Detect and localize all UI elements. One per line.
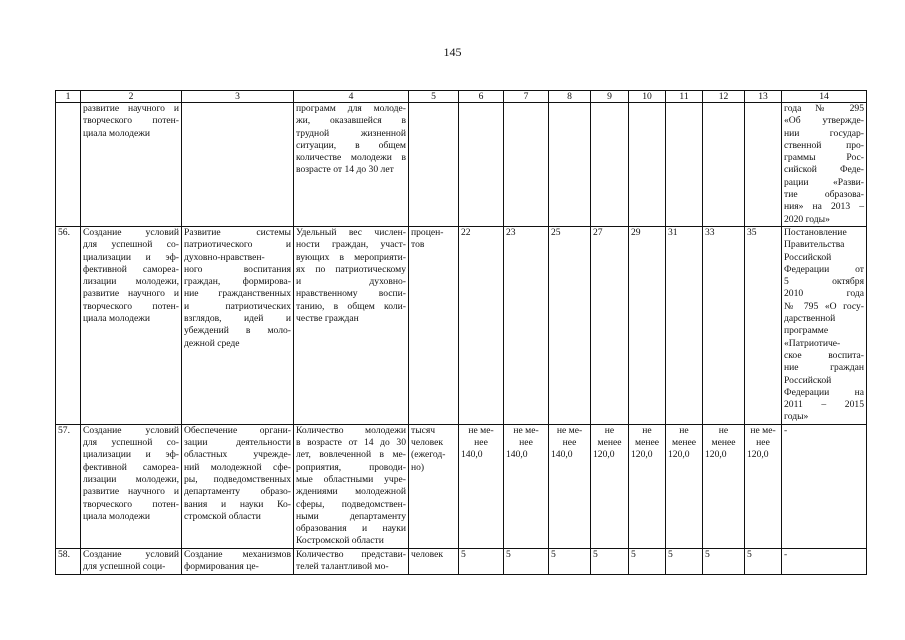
- cell-line: -: [784, 548, 788, 560]
- cell-line: 120,0: [593, 449, 615, 461]
- indicator-cell: [294, 226, 409, 424]
- cell-line: года № 295: [784, 103, 864, 114]
- cell-line: развитие научного и: [83, 103, 179, 114]
- value-cell: [504, 548, 549, 574]
- cell-line: ждениями молодежной: [296, 486, 406, 498]
- table-row: [56, 548, 867, 574]
- value-cell: [504, 226, 549, 424]
- cell-line: взглядов, идей и: [184, 313, 291, 325]
- value-cell: [745, 226, 782, 424]
- table-row: [56, 103, 867, 227]
- cell-line: департаменту образо-: [184, 486, 291, 498]
- cell-line: 5: [551, 548, 556, 560]
- value-cell: [666, 226, 703, 424]
- cell-line: Костромской области: [296, 535, 384, 547]
- cell-line: 31: [668, 226, 678, 238]
- value-cell: [629, 548, 666, 574]
- cell-line: ние гражданственных: [184, 288, 291, 300]
- cell-line: менее: [597, 437, 622, 449]
- cell-line: лет, вовлеченной в ме-: [296, 449, 406, 461]
- cell-line: жи, оказавшейся в: [296, 115, 406, 127]
- source-cell: [782, 103, 867, 227]
- cell-line: 5: [631, 548, 636, 560]
- cell-line: тысяч: [411, 424, 436, 436]
- cell-line: не ме-: [556, 424, 583, 436]
- cell-line: лизации молодежи,: [83, 276, 179, 288]
- cell-line: убеждений в моло-: [184, 325, 291, 337]
- value-cell: [666, 424, 703, 548]
- cell-line: 23: [506, 226, 516, 238]
- source-cell: [782, 548, 867, 574]
- header-cell: 4: [294, 91, 409, 103]
- cell-line: трудной жизненной: [296, 127, 406, 139]
- cell-line: 5: [593, 548, 598, 560]
- cell-line: творческого потен-: [83, 300, 179, 312]
- value-cell: [666, 548, 703, 574]
- page-number: 145: [443, 45, 462, 59]
- value-cell: [591, 226, 629, 424]
- value-cell: [745, 548, 782, 574]
- task-cell: [182, 424, 294, 548]
- cell-line: количестве молодежи в: [296, 152, 406, 164]
- cell-line: человек: [411, 437, 444, 449]
- cell-line: ситуации, в общем: [296, 139, 406, 151]
- cell-line: годы»: [784, 411, 809, 423]
- cell-line: духовно-нравствен-: [184, 251, 265, 263]
- cell-line: сийской Феде-: [784, 164, 864, 176]
- value-cell: [459, 424, 504, 548]
- cell-line: ными департаменту: [296, 510, 406, 522]
- row-number-cell: 58.: [56, 548, 81, 574]
- cell-line: 140,0: [506, 449, 528, 461]
- value-cell: [549, 424, 591, 548]
- table-row: [56, 226, 867, 424]
- cell-line: 5: [705, 548, 710, 560]
- cell-line: 5: [668, 548, 673, 560]
- cell-line: творческого потен-: [83, 498, 179, 510]
- goal-cell: [81, 226, 182, 424]
- cell-line: 25: [551, 226, 561, 238]
- value-cell: [549, 103, 591, 227]
- value-cell: [549, 226, 591, 424]
- cell-line: менее: [711, 437, 736, 449]
- value-cell: [504, 103, 549, 227]
- cell-line: честве граждан: [296, 313, 359, 325]
- cell-line: 120,0: [631, 449, 653, 461]
- value-cell: [591, 103, 629, 227]
- cell-line: формирования це-: [184, 560, 259, 572]
- cell-line: 33: [705, 226, 715, 238]
- source-cell: [782, 226, 867, 424]
- cell-line: и патриотических: [184, 300, 291, 312]
- cell-line: процен-: [411, 226, 444, 238]
- cell-line: 120,0: [747, 449, 769, 461]
- table-row: [56, 424, 867, 548]
- cell-line: не: [642, 424, 652, 436]
- cell-line: 2010 года: [784, 288, 864, 300]
- header-cell: 6: [459, 91, 504, 103]
- cell-line: не: [718, 424, 729, 436]
- cell-line: возрасте от 14 до 30 лет: [296, 164, 394, 176]
- cell-line: не ме-: [750, 424, 776, 436]
- cell-line: Создание механизмов: [184, 548, 291, 560]
- cell-line: циализации и эф-: [83, 449, 179, 461]
- cell-line: творческого потен-: [83, 115, 179, 127]
- cell-line: 27: [593, 226, 603, 238]
- indicator-cell: [294, 103, 409, 227]
- cell-line: рации «Разви-: [784, 176, 864, 188]
- cell-line: программе: [784, 325, 829, 337]
- cell-line: для успешной соци-: [83, 560, 166, 572]
- cell-line: для успешной со-: [83, 437, 179, 449]
- value-cell: [591, 548, 629, 574]
- cell-line: граммы Рос-: [784, 152, 864, 164]
- cell-line: циала молодежи: [83, 313, 151, 325]
- cell-line: дежной среде: [184, 337, 240, 349]
- header-cell: 11: [666, 91, 703, 103]
- header-cell: 2: [81, 91, 182, 103]
- value-cell: [459, 226, 504, 424]
- header-cell: 8: [549, 91, 591, 103]
- cell-line: телей талантливой мо-: [296, 560, 389, 572]
- cell-line: вующих в мероприяти-: [296, 251, 406, 263]
- cell-line: и духовно-: [296, 276, 406, 288]
- cell-line: тие образова-: [784, 189, 864, 201]
- value-cell: [745, 103, 782, 227]
- row-number-cell: [56, 103, 81, 227]
- value-cell: [504, 424, 549, 548]
- cell-line: Постановление: [784, 226, 847, 238]
- task-cell: [182, 226, 294, 424]
- cell-line: (ежегод-: [411, 449, 446, 461]
- indicator-cell: [294, 548, 409, 574]
- cell-line: менее: [672, 437, 696, 449]
- cell-line: патриотического и: [184, 239, 291, 251]
- goal-cell: [81, 548, 182, 574]
- cell-line: не: [604, 424, 615, 436]
- cell-line: образования и науки: [296, 523, 406, 535]
- cell-line: роприятия, проводи-: [296, 461, 406, 473]
- cell-line: ного воспитания: [184, 263, 291, 275]
- cell-line: Российской: [784, 251, 832, 263]
- cell-line: нравственному воспи-: [296, 288, 406, 300]
- cell-line: стромской области: [184, 510, 261, 522]
- goal-cell: [81, 103, 182, 227]
- cell-line: 2011 – 2015: [784, 399, 864, 411]
- cell-line: Создание условий: [83, 424, 179, 436]
- cell-line: 5 октября: [784, 276, 864, 288]
- cell-line: в возрасте от 14 до 30: [296, 437, 406, 449]
- cell-line: Развитие системы: [184, 226, 291, 238]
- cell-line: ние граждан: [784, 362, 864, 374]
- cell-line: танию, в общем коли-: [296, 300, 406, 312]
- cell-line: 5: [747, 548, 752, 560]
- indicator-cell: [294, 424, 409, 548]
- goal-cell: [81, 424, 182, 548]
- cell-line: ское воспита-: [784, 349, 864, 361]
- value-cell: [703, 103, 745, 227]
- cell-line: «Об утвержде-: [784, 115, 864, 127]
- cell-line: нее: [519, 437, 533, 449]
- value-cell: [629, 103, 666, 227]
- header-cell: 10: [629, 91, 666, 103]
- cell-line: Федерации на: [784, 386, 864, 398]
- cell-line: зации деятельности: [184, 437, 291, 449]
- cell-line: не: [679, 424, 689, 436]
- header-cell: 14: [782, 91, 867, 103]
- cell-line: нее: [756, 437, 770, 449]
- cell-line: 22: [461, 226, 471, 238]
- unit-cell: [409, 424, 459, 548]
- value-cell: [745, 424, 782, 548]
- cell-line: развитие научного и: [83, 288, 179, 300]
- cell-line: фективной самореа-: [83, 263, 179, 275]
- row-number-cell: 57.: [56, 424, 81, 548]
- unit-cell: [409, 226, 459, 424]
- cell-line: нее: [474, 437, 488, 449]
- cell-line: 35: [747, 226, 757, 238]
- header-cell: 13: [745, 91, 782, 103]
- value-cell: [703, 548, 745, 574]
- cell-line: Обеспечение органи-: [184, 424, 291, 436]
- cell-line: программ для молоде-: [296, 103, 406, 114]
- cell-line: но): [411, 461, 425, 473]
- header-cell: 9: [591, 91, 629, 103]
- header-cell: 12: [703, 91, 745, 103]
- cell-line: развитие научного и: [83, 486, 179, 498]
- cell-line: 120,0: [668, 449, 690, 461]
- header-cell: 3: [182, 91, 294, 103]
- source-cell: [782, 424, 867, 548]
- cell-line: не ме-: [468, 424, 494, 436]
- value-cell: [666, 103, 703, 227]
- cell-line: 5: [461, 548, 466, 560]
- unit-cell: [409, 103, 459, 227]
- cell-line: № 795 «О госу-: [784, 300, 864, 312]
- cell-line: ях по патриотическому: [296, 263, 406, 275]
- value-cell: [459, 548, 504, 574]
- cell-line: Количество представи-: [296, 548, 406, 560]
- document-table: [55, 90, 867, 575]
- task-cell: [182, 103, 294, 227]
- value-cell: [549, 548, 591, 574]
- cell-line: Количество молодежи: [296, 424, 406, 436]
- value-cell: [703, 424, 745, 548]
- cell-line: нии государ-: [784, 127, 864, 139]
- task-cell: [182, 548, 294, 574]
- cell-line: ния» на 2013 –: [784, 201, 864, 213]
- cell-line: человек: [411, 548, 444, 560]
- cell-line: 29: [631, 226, 641, 238]
- cell-line: сферы, подведомствен-: [296, 498, 406, 510]
- cell-line: мые областными учре-: [296, 473, 406, 485]
- unit-cell: [409, 548, 459, 574]
- cell-line: 5: [506, 548, 511, 560]
- value-cell: [629, 424, 666, 548]
- value-cell: [703, 226, 745, 424]
- cell-line: 140,0: [461, 449, 483, 461]
- cell-line: ний молодежной сфе-: [184, 461, 291, 473]
- cell-line: тов: [411, 239, 425, 251]
- cell-line: граждан, формирова-: [184, 276, 291, 288]
- cell-line: -: [784, 424, 788, 436]
- cell-line: Создание условий: [83, 226, 179, 238]
- cell-line: менее: [635, 437, 659, 449]
- header-cell: 1: [56, 91, 81, 103]
- cell-line: циала молодежи: [83, 127, 151, 139]
- header-cell: 7: [504, 91, 549, 103]
- cell-line: дарственной: [784, 313, 836, 325]
- cell-line: Федерации от: [784, 263, 864, 275]
- row-number-cell: 56.: [56, 226, 81, 424]
- value-cell: [591, 424, 629, 548]
- cell-line: 120,0: [705, 449, 727, 461]
- cell-line: циала молодежи: [83, 510, 151, 522]
- cell-line: Правительства: [784, 239, 845, 251]
- cell-line: областных учрежде-: [184, 449, 291, 461]
- header-cell: 5: [409, 91, 459, 103]
- cell-line: ности граждан, участ-: [296, 239, 406, 251]
- value-cell: [629, 226, 666, 424]
- cell-line: ственной про-: [784, 139, 864, 151]
- cell-line: для успешной со-: [83, 239, 179, 251]
- cell-line: лизации молодежи,: [83, 473, 179, 485]
- cell-line: 2020 годы»: [784, 213, 830, 225]
- cell-line: ры, подведомственных: [184, 473, 291, 485]
- header-row: [56, 91, 867, 103]
- cell-line: Удельный вес числен-: [296, 226, 406, 238]
- cell-line: не ме-: [513, 424, 539, 436]
- value-cell: [459, 103, 504, 227]
- cell-line: Российской: [784, 374, 832, 386]
- cell-line: 140,0: [551, 449, 573, 461]
- cell-line: Создание условий: [83, 548, 179, 560]
- cell-line: «Патриотиче-: [784, 337, 841, 349]
- cell-line: нее: [562, 437, 577, 449]
- cell-line: вания и науки Ко-: [184, 498, 291, 510]
- cell-line: фективной самореа-: [83, 461, 179, 473]
- cell-line: циализации и эф-: [83, 251, 179, 263]
